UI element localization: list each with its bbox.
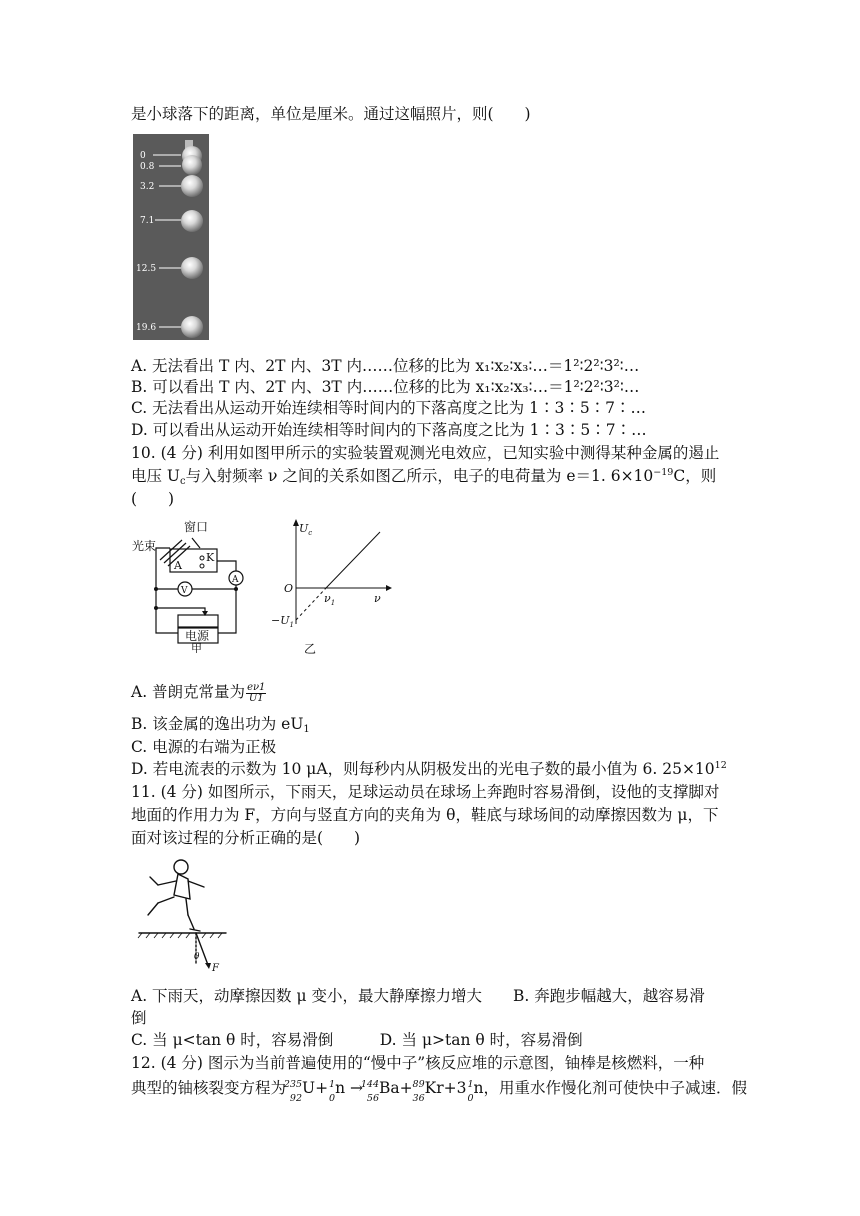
symbol-n-2: n: [473, 1079, 484, 1097]
scale-label-5: 19.6: [136, 323, 157, 333]
photoelectron-2: [200, 564, 204, 568]
junction-right: [234, 587, 238, 591]
q10-stem-2-sup: −19: [653, 467, 674, 478]
ball-1: [182, 155, 202, 175]
scale-labels: [136, 151, 156, 333]
runner-torso: [174, 874, 190, 899]
rheostat: [178, 615, 218, 627]
q10-option-c: C. 电源的右端为正极: [131, 738, 277, 756]
q10-option-d-sup: 12: [714, 760, 727, 771]
runner-forearm-left: [150, 877, 158, 885]
scale-label-4: 12.5: [136, 264, 157, 274]
symbol-kr: Kr: [424, 1079, 444, 1097]
label-nu1: $\nu_1$: [324, 592, 336, 607]
junction-left: [154, 587, 158, 591]
q12-stem-2-pre: 典型的铀核裂变方程为: [131, 1079, 287, 1097]
plus-3: +3: [443, 1079, 467, 1097]
figure-runner: [136, 855, 231, 975]
q11-stem-line-2: 地面的作用力为 F，方向与竖直方向的夹角为 θ，鞋底与球场间的动摩擦因数为 μ，下: [131, 806, 719, 824]
q9-intro: 是小球落下的距离，单位是厘米。通过这幅照片，则( ): [131, 105, 531, 123]
runner-thigh-back: [158, 897, 174, 903]
q10-option-b-text: B. 该金属的逸出功为 eU: [131, 715, 304, 733]
runner-shin-back: [148, 903, 158, 915]
q9-option-b: B. 可以看出 T 内、2T 内、3T 内……位移的比为 x₁∶x₂∶x₃∶…＝1²∶2²∶3²∶…: [131, 378, 640, 396]
q10-stem-2-sub: c: [180, 476, 186, 487]
falling-ball-photo: [133, 134, 209, 340]
runner-arm-right: [188, 881, 204, 887]
wire-left: [156, 565, 178, 633]
q9-option-d: D. 可以看出从运动开始连续相等时间内的下落高度之比为 1∶3∶5∶7∶…: [131, 421, 647, 439]
q11-options-cd: C. 当 μ<tan θ 时，容易滑倒 D. 当 μ>tan θ 时，容易滑倒: [131, 1031, 583, 1049]
scale-label-1: 0.8: [140, 162, 155, 172]
scale-label-3: 7.1: [140, 216, 155, 226]
q10-stem-2c: C，则: [673, 467, 717, 485]
q10-stem-line-1: 10. (4 分) 利用如图甲所示的实验装置观测光电效应，已知实验中测得某种金属的遏止: [131, 444, 720, 462]
figure-a-circuit: [130, 518, 255, 653]
ball-5: [181, 316, 203, 338]
reaction-arrow: →: [345, 1079, 363, 1097]
uc-line-extrapolated: [296, 588, 326, 620]
label-ammeter: A: [232, 575, 239, 585]
label-theta: θ: [194, 952, 200, 962]
label-nu: ν: [374, 592, 381, 605]
falling-ball-strobe-image: [133, 134, 209, 340]
q11-options-ab: A. 下雨天，动摩擦因数 μ 变小，最大静摩擦力增大 B. 奔跑步幅越大，越容易滑: [131, 987, 705, 1005]
label-power: 电源: [185, 629, 210, 643]
scale-ticks: [153, 155, 181, 327]
label-cathode-k: K: [206, 551, 215, 564]
label-origin: O: [284, 582, 294, 595]
q10-stem-line-3: ( ): [131, 490, 175, 508]
x-axis-arrow: [386, 585, 392, 591]
photoelectron-1: [200, 556, 204, 560]
label-uc: $U_c$: [299, 522, 313, 537]
q10-option-a-text: A. 普朗克常量为: [131, 683, 246, 701]
q11-stem-line-3: 面对该过程的分析正确的是( ): [131, 829, 361, 847]
symbol-ba: Ba: [379, 1079, 400, 1097]
runner-thigh-front: [186, 899, 188, 915]
wire-right: [218, 585, 236, 633]
q12-stem-line-1: 12. (4 分) 图示为当前普遍使用的“慢中子”核反应堆的示意图，铀棒是核燃料，一种: [131, 1054, 705, 1072]
q10-option-a: [131, 682, 266, 704]
label-voltmeter: V: [181, 586, 188, 596]
force-arrow-head: [205, 963, 211, 969]
q10-option-d-text: D. 若电流表的示数为 10 μA，则每秒内从阴极发出的光电子数的最小值为 6. 25×10: [131, 760, 715, 778]
label-window: 窗口: [184, 520, 209, 534]
rheostat-slider-wire: [156, 608, 205, 615]
label-minus-u1: $-U_1$: [271, 614, 294, 629]
q10-option-d: [131, 759, 727, 779]
wire-right-top: [217, 561, 236, 571]
fraction-numerator: eν1: [247, 681, 266, 693]
label-light-beam: 光束: [132, 539, 157, 553]
q12-stem-2-post: ，用重水作慢化剂可使快中子减速．假: [483, 1079, 747, 1097]
caption-yi: 乙: [304, 642, 317, 656]
plus-1: +: [315, 1079, 329, 1097]
q10-option-b-sub: 1: [303, 724, 310, 735]
ball-3: [181, 210, 203, 232]
caption-jia: 甲: [191, 642, 202, 653]
junction-left-2: [154, 606, 158, 610]
runner-arm-left: [158, 881, 176, 885]
q10-stem-2a: 电压 U: [131, 467, 180, 485]
runner-head: [174, 860, 188, 874]
scale-label-2: 3.2: [140, 182, 155, 192]
fraction-denominator: U1: [248, 692, 264, 704]
window-mark: [192, 538, 200, 548]
symbol-n-1: n: [335, 1079, 346, 1097]
q10-stem-line-2: [131, 466, 716, 486]
runner-foot: [190, 929, 200, 931]
iso-neutron-1: 1 0: [329, 1079, 336, 1104]
q11-option-b-cont: 倒: [131, 1009, 147, 1027]
iso-u235: 235 92: [283, 1079, 303, 1104]
q9-option-a: A. 无法看出 T 内、2T 内、3T 内……位移的比为 x₁∶x₂∶x₃∶…＝1²∶2²∶3²∶…: [131, 357, 640, 375]
uc-line-solid: [326, 532, 380, 588]
q12-stem-line-2: [131, 1078, 747, 1104]
symbol-u: U: [302, 1079, 316, 1097]
runner-shin-front: [188, 915, 194, 929]
ground-hatching: [138, 933, 222, 938]
iso-ba144: 144 56: [360, 1079, 379, 1104]
figure-b-graph: [266, 516, 396, 656]
q10-option-b: [131, 714, 310, 734]
q10-stem-2b: 与入射频率 ν 之间的关系如图乙所示，电子的电荷量为 e＝1. 6×10: [185, 467, 654, 485]
ball-2: [181, 175, 203, 197]
scale-label-0: 0: [140, 151, 146, 161]
q11-stem-line-1: 11. (4 分) 如图所示，下雨天，足球运动员在球场上奔跑时容易滑倒，设他的支撑脚对: [131, 783, 720, 801]
iso-neutron-2: 1 0: [467, 1079, 474, 1104]
label-anode-a: A: [174, 559, 182, 572]
planck-fraction: [246, 683, 266, 704]
plus-2: +: [399, 1079, 413, 1097]
q9-option-c: C. 无法看出从运动开始连续相等时间内的下落高度之比为 1∶3∶5∶7∶…: [131, 399, 647, 417]
label-force-f: F: [212, 963, 219, 974]
ball-4: [181, 257, 203, 279]
iso-kr89: 89 36: [412, 1079, 425, 1104]
